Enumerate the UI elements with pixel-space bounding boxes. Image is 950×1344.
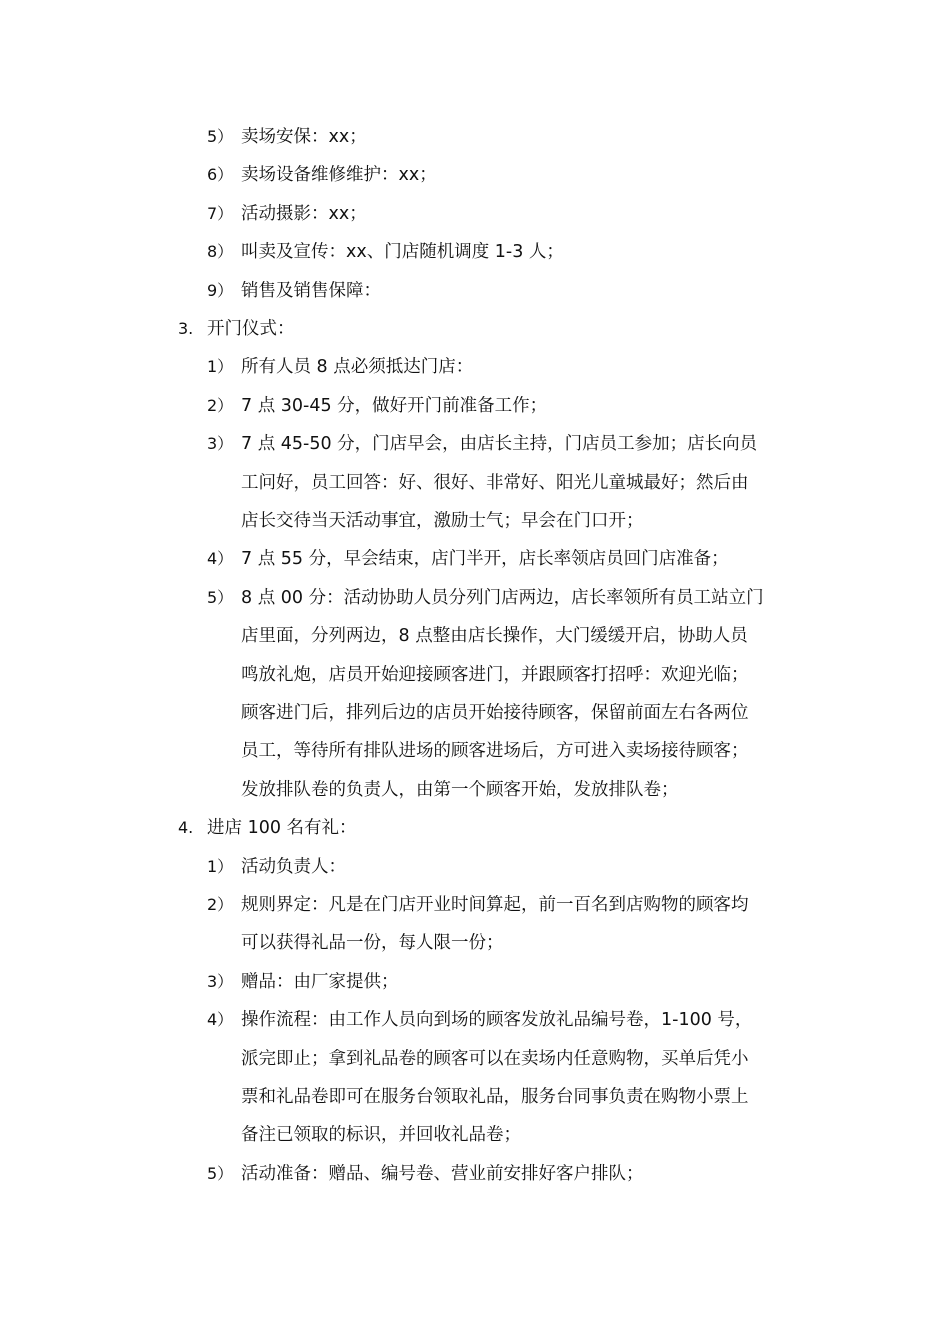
- list-item-text: 7 点 45-50 分，门店早会，由店长主持，门店员工参加；店长向员: [241, 434, 758, 455]
- list-item-text: 店长交待当天活动事宜，激励士气；早会在门口开；: [241, 511, 644, 531]
- list-item-text: 活动负责人：: [241, 856, 346, 877]
- list-item-number: 3）: [207, 434, 234, 454]
- list-item-number: 3）: [207, 971, 234, 991]
- list-item-number: 6）: [207, 165, 234, 185]
- list-item-number: 4）: [207, 1010, 234, 1030]
- list-item-text: 所有人员 8 点必须抵达门店：: [241, 357, 474, 378]
- list-item-number: 9）: [207, 280, 234, 300]
- list-item-number: 2）: [207, 395, 234, 415]
- list-item-text: 顾客进门后，排列后边的店员开始接待顾客，保留前面左右各两位: [241, 703, 749, 723]
- list-item-text: 鸣放礼炮，店员开始迎接顾客进门，并跟顾客打招呼：欢迎光临；: [241, 664, 749, 685]
- list-item-number: 1）: [207, 357, 234, 377]
- list-item-number: 4）: [207, 549, 234, 569]
- list-item-number: 7）: [207, 203, 234, 223]
- list-item-text: 活动摄影：xx；: [241, 203, 367, 224]
- list-item-text: 叫卖及宣传：xx、门店随机调度 1-3 人；: [241, 242, 564, 263]
- list-item-text: 活动准备：赠品、编号卷、营业前安排好客户排队；: [241, 1163, 644, 1184]
- list-item-text: 规则界定：凡是在门店开业时间算起，前一百名到店购物的顾客均: [241, 895, 749, 915]
- list-item-text: 销售及销售保障：: [241, 280, 381, 301]
- section-number: 3.: [178, 319, 194, 338]
- list-item-number: 5）: [207, 1163, 234, 1183]
- list-item-text: 备注已领取的标识，并回收礼品卷；: [241, 1125, 521, 1146]
- list-item-number: 5）: [207, 587, 234, 607]
- list-item-number: 2）: [207, 895, 234, 914]
- list-item-number: 1）: [207, 856, 234, 876]
- list-item-text: 票和礼品卷即可在服务台领取礼品，服务台同事负责在购物小票上: [241, 1087, 749, 1107]
- section-heading: 开门仪式：: [207, 319, 295, 339]
- list-item-text: 可以获得礼品一份，每人限一份；: [241, 933, 504, 954]
- list-item-text: 派完即止；拿到礼品卷的顾客可以在卖场内任意购物，买单后凭小: [241, 1048, 749, 1069]
- list-item-text: 赠品：由厂家提供；: [241, 971, 399, 992]
- list-item-text: 工问好，员工回答：好、很好、非常好、阳光儿童城最好；然后由: [241, 472, 749, 493]
- section-heading: 进店 100 名有礼：: [207, 818, 357, 839]
- list-item-text: 操作流程：由工作人员向到场的顾客发放礼品编号卷，1-100 号，: [241, 1010, 753, 1031]
- section-number: 4.: [178, 818, 194, 838]
- list-item-text: 8 点 00 分：活动协助人员分列门店两边，店长率领所有员工站立门: [241, 587, 764, 608]
- list-item-text: 卖场设备维修维护：xx；: [241, 165, 437, 186]
- list-item-number: 5）: [207, 127, 234, 146]
- list-item-text: 发放排队卷的负责人，由第一个顾客开始，发放排队卷；: [241, 779, 679, 800]
- list-item-text: 7 点 55 分，早会结束，店门半开，店长率领店员回门店准备；: [241, 549, 729, 570]
- list-item-text: 卖场安保：xx；: [241, 127, 367, 147]
- list-item-text: 员工，等待所有排队进场的顾客进场后，方可进入卖场接待顾客；: [241, 741, 749, 762]
- list-item-number: 8）: [207, 242, 234, 262]
- list-item-text: 7 点 30-45 分，做好开门前准备工作；: [241, 395, 548, 416]
- list-item-text: 店里面，分列两边，8 点整由店长操作，大门缓缓开启，协助人员: [241, 626, 748, 647]
